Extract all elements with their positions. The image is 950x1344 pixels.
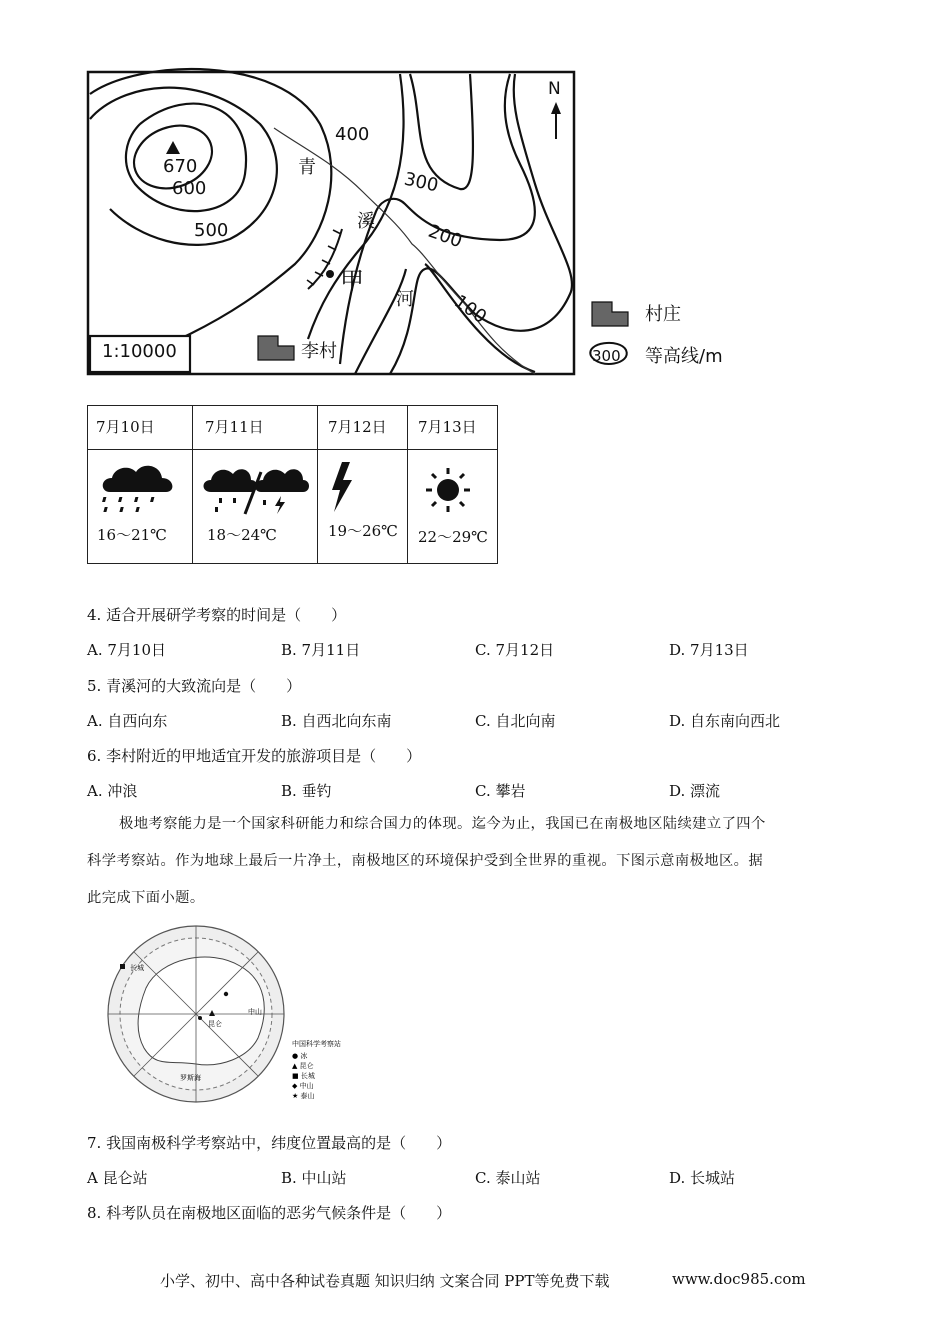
passage-line-2: 科学考察站。作为地球上最后一片净土，南极地区的环境保护受到全世界的重视。下图示意南极地区。据 — [87, 853, 764, 869]
peak-triangle-icon — [166, 141, 180, 154]
q4-option-c[interactable]: C. 7月12日 — [475, 641, 555, 659]
weather-temp: 22～29℃ — [418, 528, 488, 546]
question-4-stem: 4. 适合开展研学考察的时间是（ ） — [87, 606, 347, 624]
contour-map — [80, 64, 740, 384]
village-icon — [258, 336, 294, 360]
legend-village-label: 村庄 — [645, 304, 681, 325]
rain-to-thunderstorm-icon — [193, 450, 317, 520]
kunlun-station-label: 昆仑 — [208, 1020, 222, 1028]
weather-temp: 19～26℃ — [328, 522, 398, 540]
weather-date: 7月11日 — [205, 418, 264, 436]
north-label: N — [548, 79, 561, 99]
sun-icon — [408, 450, 497, 520]
question-5-stem: 5. 青溪河的大致流向是（ ） — [87, 677, 302, 695]
contour-label-600: 600 — [172, 178, 207, 199]
ross-sea-label: 罗斯海 — [180, 1074, 201, 1082]
contour-label-100: 100 — [450, 291, 491, 328]
river-char-qing: 青 — [298, 157, 316, 178]
question-8-stem: 8. 科考队员在南极地区面临的恶劣气候条件是（ ） — [87, 1204, 452, 1222]
q6-option-b[interactable]: B. 垂钓 — [281, 782, 332, 800]
q5-option-c[interactable]: C. 自北向南 — [475, 712, 556, 730]
q4-option-b[interactable]: B. 7月11日 — [281, 641, 361, 659]
q7-option-d[interactable]: D. 长城站 — [669, 1169, 736, 1187]
footer-text: 小学、初中、高中各种试卷真题 知识归纳 文案合同 PPT等免费下载 — [160, 1272, 610, 1290]
river-char-he: 河 — [396, 289, 414, 310]
legend-contour-sample: 300 — [592, 347, 621, 365]
peak-elevation-label: 670 — [163, 156, 198, 177]
contour-label-200: 200 — [425, 220, 465, 253]
question-7-stem: 7. 我国南极科学考察站中，纬度位置最高的是（ ） — [87, 1134, 452, 1152]
q4-option-d[interactable]: D. 7月13日 — [669, 641, 749, 659]
q5-option-a[interactable]: A. 自西向东 — [87, 712, 168, 730]
weather-date: 7月10日 — [96, 418, 155, 436]
q6-option-d[interactable]: D. 漂流 — [669, 782, 721, 800]
weather-date: 7月12日 — [328, 418, 387, 436]
contour-label-500: 500 — [194, 220, 229, 241]
weather-table — [87, 405, 498, 564]
scale-label: 1:10000 — [102, 341, 177, 362]
q6-option-a[interactable]: A. 冲浪 — [87, 782, 138, 800]
question-6-stem: 6. 李村附近的甲地适宜开发的旅游项目是（ ） — [87, 747, 422, 765]
q5-option-b[interactable]: B. 自西北向东南 — [281, 712, 392, 730]
village-label: 李村 — [301, 341, 337, 362]
q5-option-d[interactable]: D. 自东南向西北 — [669, 712, 781, 730]
zhongshan-station-label: 中山 — [248, 1008, 262, 1016]
q4-option-a[interactable]: A. 7月10日 — [87, 641, 166, 659]
weather-temp: 18～24℃ — [207, 526, 277, 544]
legend-item: ● 冰 — [292, 1052, 308, 1060]
passage — [87, 806, 867, 917]
legend-item: ◆ 中山 — [292, 1082, 314, 1090]
legend-contour-label: 等高线/m — [645, 346, 723, 367]
point-jia-label: 甲 — [340, 267, 364, 295]
lightning-icon — [318, 450, 407, 516]
weather-temp: 16～21℃ — [97, 526, 167, 544]
contour-label-300: 300 — [402, 168, 441, 197]
q6-option-c[interactable]: C. 攀岩 — [475, 782, 526, 800]
weather-date: 7月13日 — [418, 418, 477, 436]
heavy-rain-icon — [88, 450, 192, 520]
passage-line-3: 此完成下面小题。 — [87, 890, 205, 906]
q7-option-b[interactable]: B. 中山站 — [281, 1169, 347, 1187]
antarctic-map — [100, 918, 360, 1114]
legend-title: 中国科学考察站 — [292, 1040, 341, 1048]
great-wall-station-label: 长城 — [130, 964, 144, 972]
passage-line-1: 极地考察能力是一个国家科研能力和综合国力的体现。迄今为止，我国已在南极地区陆续建立了四个 — [119, 816, 766, 832]
legend-item: ■ 长城 — [292, 1072, 315, 1080]
legend-village-icon — [592, 302, 628, 326]
legend-item: ★ 泰山 — [292, 1092, 315, 1100]
footer-link[interactable]: www.doc985.com — [672, 1270, 806, 1288]
river-char-xi: 溪 — [357, 211, 375, 232]
north-arrow-icon — [551, 102, 561, 139]
q7-option-a[interactable]: A 昆仑站 — [87, 1169, 148, 1187]
legend-item: ▲ 昆仑 — [292, 1062, 314, 1070]
q7-option-c[interactable]: C. 泰山站 — [475, 1169, 541, 1187]
contour-label-400: 400 — [335, 124, 370, 145]
point-jia-dot — [326, 270, 334, 278]
